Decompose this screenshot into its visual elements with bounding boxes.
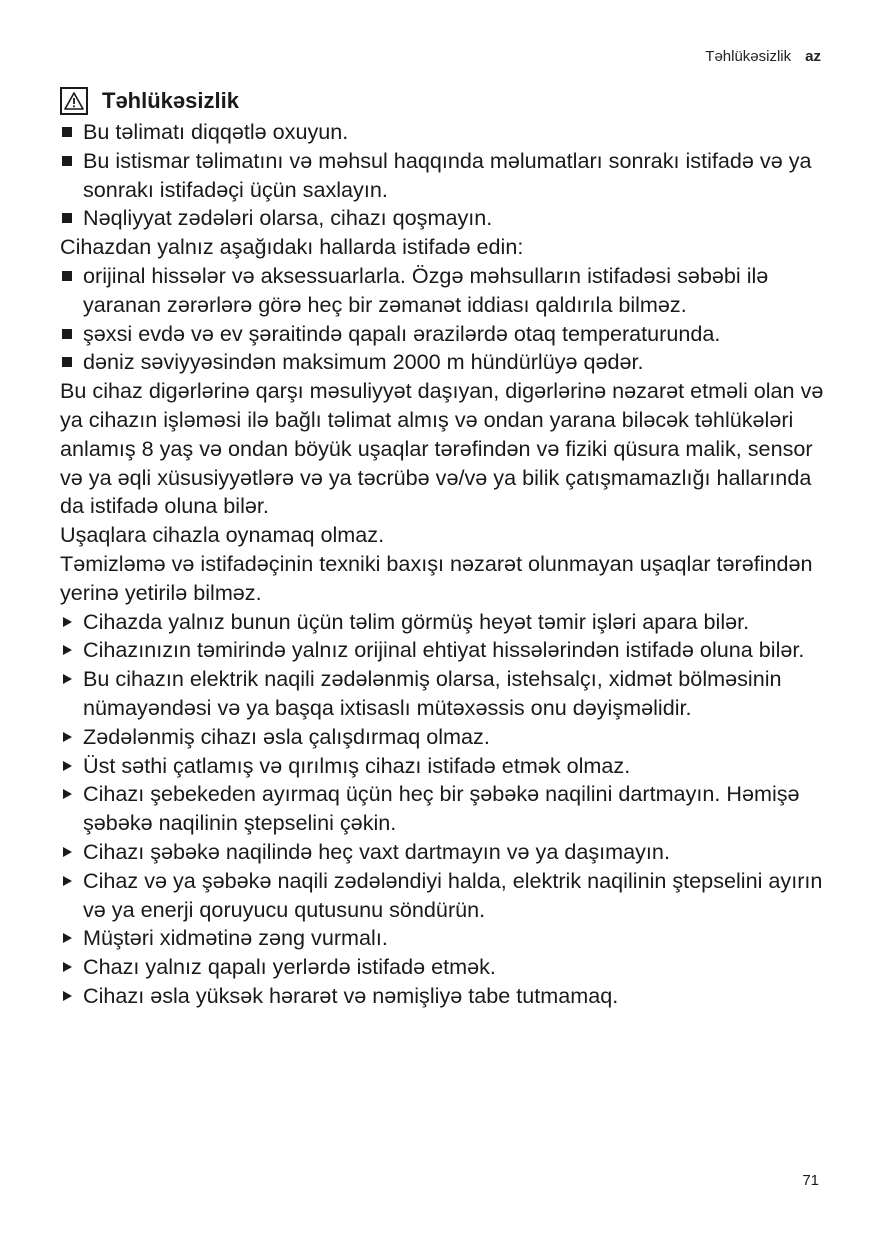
list-item: orijinal hissələr və aksessuarlarla. Özgə məhsulların istifadəsi səbəbi ilə yaranan zərərlərə görə heç bir zəmanət iddiası qaldırıla bilməz. [60,262,830,320]
list-item: şəxsi evdə və ev şəraitində qapalı ərazilərdə otaq temperaturunda. [60,320,830,349]
section-heading [60,84,830,118]
square-bullet-icon [62,271,72,281]
list-item: Cihazınızın təmirində yalnız orijinal ehtiyat hissələrindən istifadə oluna bilər. [60,636,830,665]
page-content [60,84,830,1011]
header-language: az [805,48,821,65]
arrow-bullet-icon [63,732,72,742]
list-item: Cihazda yalnız bunun üçün təlim görmüş heyət təmir işləri apara bilər. [60,608,830,637]
list-item: dəniz səviyyəsindən maksimum 2000 m hündürlüyə qədər. [60,348,830,377]
children-paragraph: Bu cihaz digərlərinə qarşı məsuliyyət daşıyan, digərlərinə nəzarət etməli olan və ya cihazın işləməsi ilə bağlı təlimat almış və ondan yarana biləcək təhlükələri anlamış 8 yaş və ondan böyük uşaqlar tərəfindən və fiziki qüsura malik, sensor və ya əqli xüsusiyyətlərə və ya təcrübə və/və ya bilik çatışmamazlığı hallarında da istifadə oluna bilər. [60,378,824,519]
intro-list [60,118,830,233]
arrow-bullet-icon [63,761,72,771]
list-item: Zədələnmiş cihazı əsla çalışdırmaq olmaz. [60,723,830,752]
list-item: Bu təlimatı diqqətlə oxuyun. [60,118,830,147]
cleaning-paragraph: Təmizləmə və istifadəçinin texniki baxışı nəzarət olunmayan uşaqlar tərəfindən yerinə yetirilə bilməz. [60,550,813,605]
square-bullet-icon [62,213,72,223]
list-item: Cihazı şebekeden ayırmaq üçün heç bir şəbəkə naqilini dartmayın. Həmişə şəbəkə naqilinin ştepselini çəkin. [60,780,830,838]
list-item: Bu istismar təlimatını və məhsul haqqında məlumatları sonrakı istifadə və ya sonrakı istifadəçi üçün saxlayın. [60,147,830,205]
arrow-bullet-icon [63,789,72,799]
running-header [705,48,821,65]
list-item: Cihazı əsla yüksək hərarət və nəmişliyə tabe tutmamaq. [60,982,830,1011]
usage-intro: Cihazdan yalnız aşağıdakı hallarda istifadə edin: [60,234,524,260]
warning-triangle-icon [60,87,88,115]
list-item: Bu cihazın elektrik naqili zədələnmiş olarsa, istehsalçı, xidmət bölməsinin nümayəndəsi və ya başqa ixtisaslı mütəxəssis onu dəyişməlidir. [60,665,830,723]
square-bullet-icon [62,357,72,367]
usage-list [60,262,830,377]
play-paragraph: Uşaqlara cihazla oynamaq olmaz. [60,522,385,548]
arrow-bullet-icon [63,674,72,684]
action-list [60,608,830,1011]
page-number: 71 [802,1172,819,1189]
square-bullet-icon [62,329,72,339]
list-item: Chazı yalnız qapalı yerlərdə istifadə etmək. [60,953,830,982]
section-title: Təhlükəsizlik [102,87,239,113]
square-bullet-icon [62,156,72,166]
arrow-bullet-icon [63,991,72,1001]
list-item: Cihaz və ya şəbəkə naqili zədələndiyi halda, elektrik naqilinin ştepselini ayırın və ya enerji qoruyucu qutusunu söndürün. [60,867,830,925]
list-item: Üst səthi çatlamış və qırılmış cihazı istifadə etmək olmaz. [60,752,830,781]
header-section: Təhlükəsizlik [705,48,792,65]
arrow-bullet-icon [63,645,72,655]
arrow-bullet-icon [63,876,72,886]
list-item: Nəqliyyat zədələri olarsa, cihazı qoşmayın. [60,204,830,233]
arrow-bullet-icon [63,933,72,943]
list-item: Cihazı şəbəkə naqilində heç vaxt dartmayın və ya daşımayın. [60,838,830,867]
list-item: Müştəri xidmətinə zəng vurmalı. [60,924,830,953]
arrow-bullet-icon [63,617,72,627]
arrow-bullet-icon [63,847,72,857]
arrow-bullet-icon [63,962,72,972]
square-bullet-icon [62,127,72,137]
